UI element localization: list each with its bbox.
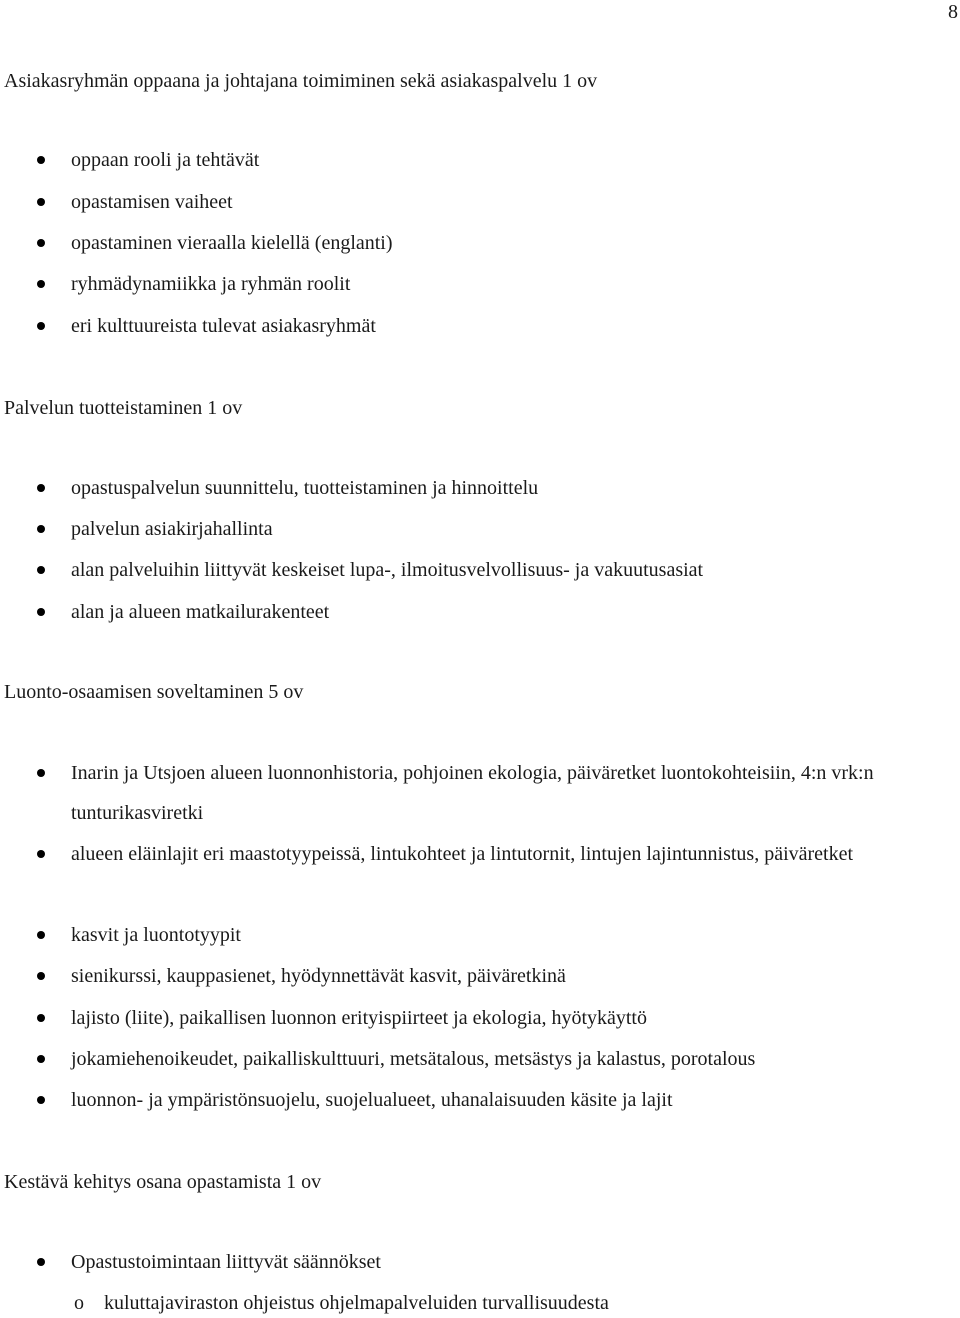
list-item: lajisto (liite), paikallisen luonnon erityispiirteet ja ekologia, hyötykäyttö xyxy=(71,998,946,1038)
list-item: alan ja alueen matkailurakenteet xyxy=(71,592,946,632)
bullet-icon xyxy=(37,156,45,164)
bullet-icon xyxy=(37,1014,45,1022)
list-item: opastaminen vieraalla kielellä (englanti) xyxy=(71,223,946,263)
section-heading: Luonto-osaamisen soveltaminen 5 ov xyxy=(4,681,304,703)
list-item: alueen eläinlajit eri maastotyypeissä, lintukohteet ja lintutornit, lintujen lajintunnistus, päiväretket xyxy=(71,834,946,874)
list-item: sienikurssi, kauppasienet, hyödynnettävät kasvit, päiväretkinä xyxy=(71,956,946,996)
list-item: oppaan rooli ja tehtävät xyxy=(71,140,946,180)
bullet-icon xyxy=(37,484,45,492)
bullet-icon xyxy=(37,1258,45,1266)
list-item: ryhmädynamiikka ja ryhmän roolit xyxy=(71,264,946,304)
list-item: palvelun asiakirjahallinta xyxy=(71,509,946,549)
list-item: jokamiehenoikeudet, paikalliskulttuuri, metsätalous, metsästys ja kalastus, porotalous xyxy=(71,1039,946,1079)
bullet-icon xyxy=(37,1055,45,1063)
bullet-icon xyxy=(37,769,45,777)
bullet-icon xyxy=(37,850,45,858)
circle-bullet-icon: o xyxy=(74,1292,84,1314)
section-heading: Asiakasryhmän oppaana ja johtajana toimiminen sekä asiakaspalvelu 1 ov xyxy=(4,70,598,92)
sub-list-item: o kuluttajaviraston ohjeistus ohjelmapalveluiden turvallisuudesta xyxy=(74,1292,609,1314)
section-heading: Kestävä kehitys osana opastamista 1 ov xyxy=(4,1171,322,1193)
list-item: Inarin ja Utsjoen alueen luonnonhistoria, pohjoinen ekologia, päiväretket luontokohteisiin, 4:n vrk:n tunturikasviretki xyxy=(71,753,946,833)
list-item: eri kulttuureista tulevat asiakasryhmät xyxy=(71,306,946,346)
list-item: kasvit ja luontotyypit xyxy=(71,915,946,955)
bullet-icon xyxy=(37,239,45,247)
list-item: Opastustoimintaan liittyvät säännökset xyxy=(71,1242,946,1282)
list-item: luonnon- ja ympäristönsuojelu, suojelualueet, uhanalaisuuden käsite ja lajit xyxy=(71,1080,946,1120)
bullet-icon xyxy=(37,931,45,939)
list-item: opastamisen vaiheet xyxy=(71,182,946,222)
bullet-icon xyxy=(37,1096,45,1104)
bullet-icon xyxy=(37,322,45,330)
list-item: opastuspalvelun suunnittelu, tuotteistaminen ja hinnoittelu xyxy=(71,468,946,508)
section-heading: Palvelun tuotteistaminen 1 ov xyxy=(4,397,243,419)
bullet-icon xyxy=(37,608,45,616)
bullet-icon xyxy=(37,566,45,574)
bullet-icon xyxy=(37,525,45,533)
bullet-icon xyxy=(37,972,45,980)
list-item: alan palveluihin liittyvät keskeiset lupa-, ilmoitusvelvollisuus- ja vakuutusasiat xyxy=(71,550,946,590)
bullet-icon xyxy=(37,198,45,206)
page-number: 8 xyxy=(948,1,958,23)
bullet-icon xyxy=(37,280,45,288)
